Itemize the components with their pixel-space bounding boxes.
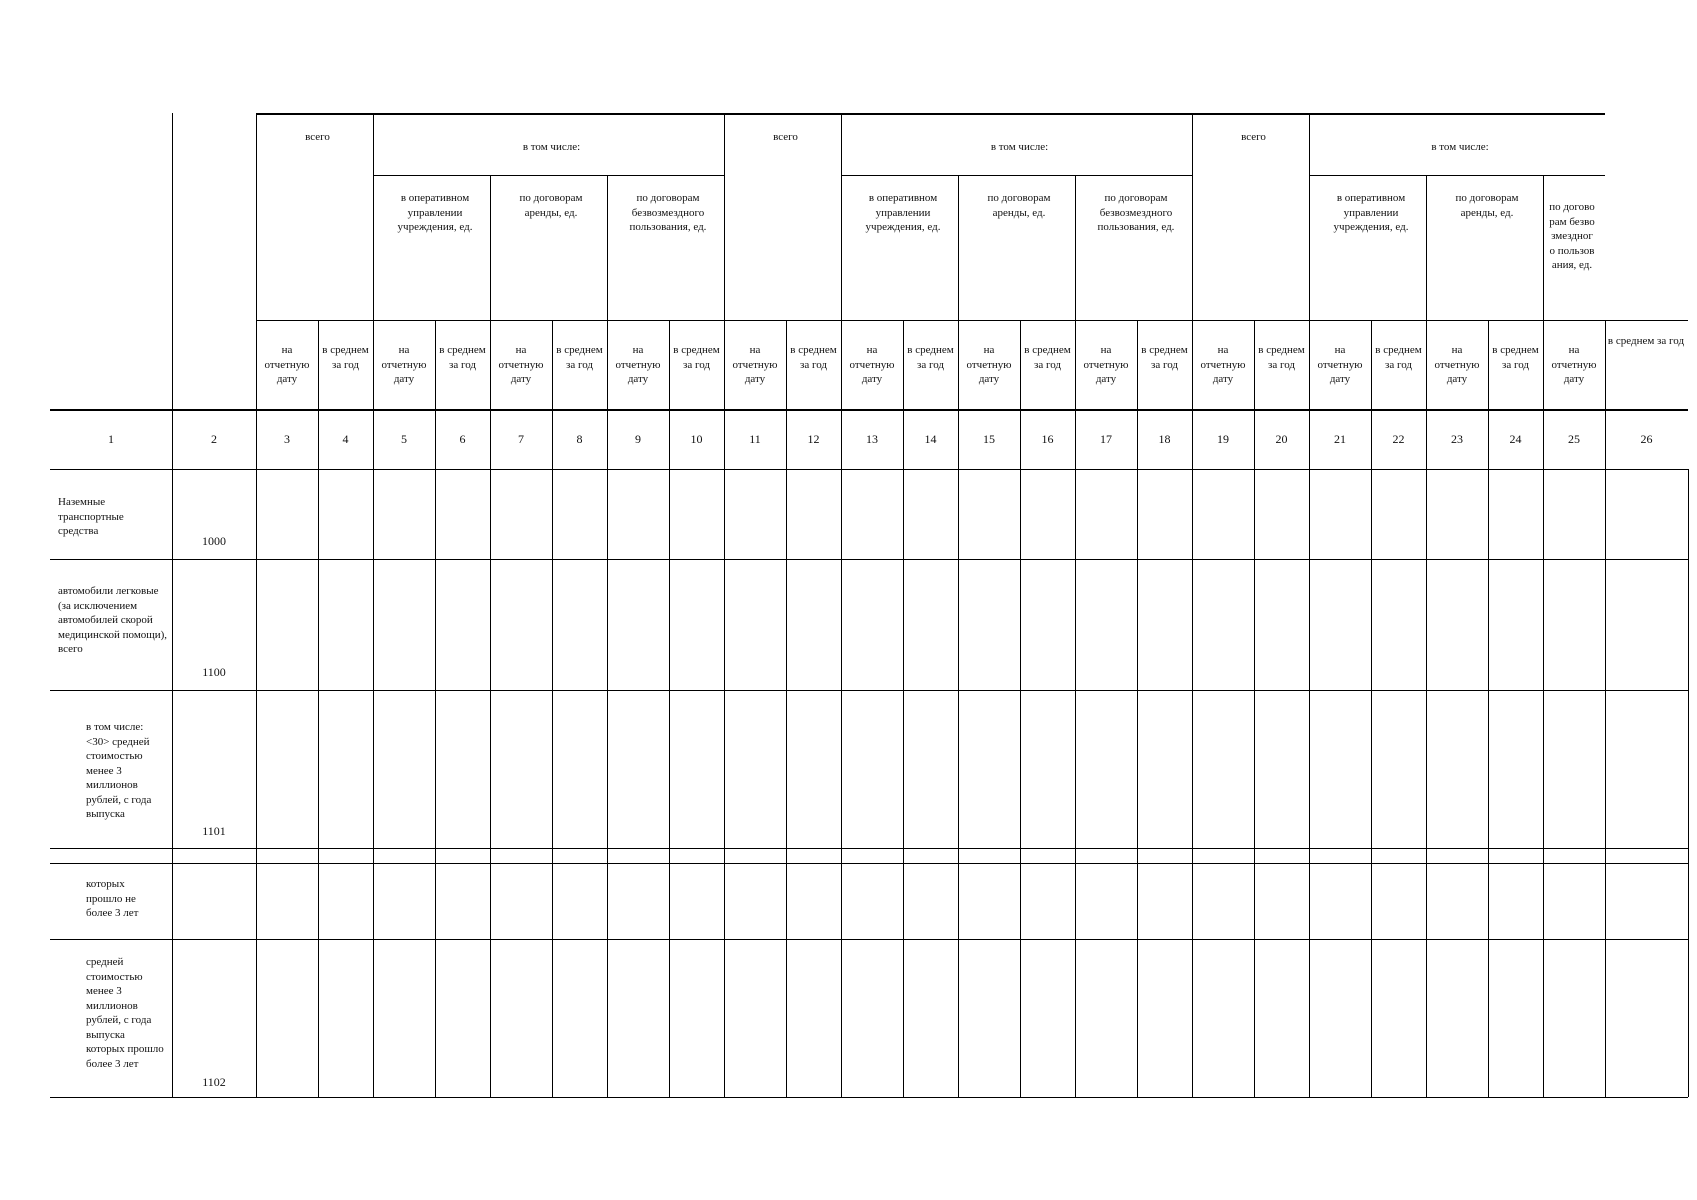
col-17-date-label: на отчетную дату bbox=[1083, 344, 1129, 385]
col-line bbox=[256, 113, 257, 1097]
col-12-avg-label: в среднем за год bbox=[790, 344, 837, 371]
col-number-1: 1 bbox=[108, 432, 114, 446]
col-9-date-label: на отчетную дату bbox=[615, 344, 661, 385]
col-line bbox=[958, 175, 959, 1097]
row-line bbox=[50, 469, 1688, 470]
col-line bbox=[1688, 469, 1689, 863]
header-sub-line bbox=[373, 175, 724, 176]
col-7-date-label: на отчетную дату bbox=[498, 344, 544, 385]
col-number-25: 25 bbox=[1568, 432, 1580, 446]
col-10-avg-label: в среднем за год bbox=[673, 344, 720, 371]
col-number-19: 19 bbox=[1217, 432, 1229, 446]
col-21-date-label: на отчетную дату bbox=[1317, 344, 1363, 385]
col-number-20: 20 bbox=[1275, 432, 1288, 446]
row-line bbox=[50, 559, 1688, 560]
col-number-17: 17 bbox=[1100, 432, 1112, 446]
col-22-avg-label: в среднем за год bbox=[1375, 344, 1422, 371]
header-bottom-line bbox=[50, 409, 1688, 411]
col-5-date-label: на отчетную дату bbox=[381, 344, 427, 385]
col-number-9: 9 bbox=[635, 432, 641, 446]
header-incl-g1: в том числе: bbox=[522, 141, 581, 153]
header-sub-lease-g3: по договорам аренды, ед. bbox=[1455, 192, 1519, 219]
col-line bbox=[1543, 175, 1544, 1097]
col-line bbox=[1192, 113, 1193, 1097]
col-19-date-label: на отчетную дату bbox=[1200, 344, 1246, 385]
col-number-22: 22 bbox=[1392, 432, 1405, 446]
col-number-6: 6 bbox=[459, 432, 466, 446]
col-11-date-label: на отчетную дату bbox=[732, 344, 778, 385]
row-label-1000: Наземные транспортные средства bbox=[58, 496, 124, 537]
col-number-3: 3 bbox=[284, 432, 290, 446]
col-number-16: 16 bbox=[1041, 432, 1054, 446]
col-26-avg-label: в среднем за год bbox=[1607, 335, 1685, 347]
col-8-avg-label: в среднем за год bbox=[556, 344, 603, 371]
col-16-avg-label: в среднем за год bbox=[1024, 344, 1071, 371]
header-sub-operative-g2: в оперативном управлении учреждения, ед. bbox=[865, 192, 941, 233]
col-line bbox=[490, 175, 491, 1097]
row-line bbox=[50, 848, 1688, 849]
header-total-g2: всего bbox=[773, 131, 798, 143]
col-line bbox=[1688, 863, 1689, 1097]
row-code-1000: 1000 bbox=[202, 534, 226, 548]
row-label-1102: средней стоимостью менее 3 миллионов рублей, с года выпуска которых прошло более 3 лет bbox=[86, 956, 164, 1070]
col-number-2: 2 bbox=[211, 432, 217, 446]
col-number-15: 15 bbox=[983, 432, 995, 446]
header-total-g1: всего bbox=[305, 131, 330, 143]
row-code-1101: 1101 bbox=[202, 824, 226, 838]
col-line bbox=[841, 113, 842, 1097]
col-number-4: 4 bbox=[342, 432, 349, 446]
row-line bbox=[50, 863, 1688, 864]
col-number-24: 24 bbox=[1509, 432, 1522, 446]
col-4-avg-label: в среднем за год bbox=[322, 344, 369, 371]
col-number-14: 14 bbox=[924, 432, 937, 446]
row-line bbox=[50, 690, 1688, 691]
row-label-1100: автомобили легковые (за исключением автомобилей скорой медицинской помощи), всего bbox=[58, 585, 168, 655]
col-14-avg-label: в среднем за год bbox=[907, 344, 954, 371]
header-sub-lease-g2: по договорам аренды, ед. bbox=[987, 192, 1051, 219]
row-line bbox=[50, 939, 1688, 940]
col-number-21: 21 bbox=[1334, 432, 1346, 446]
row-code-1102: 1102 bbox=[202, 1075, 226, 1089]
header-sub-free-g3: по договорам безвозмездного пользования, ед. bbox=[1549, 201, 1595, 271]
col-number-7: 7 bbox=[518, 432, 524, 446]
header-sub-line bbox=[1309, 175, 1605, 176]
header-sub-line bbox=[841, 175, 1192, 176]
header-sub-free-g2: по договорам безвозмездного пользования, ед. bbox=[1097, 192, 1175, 233]
header-sub-free-g1: по договорам безвозмездного пользования, ед. bbox=[629, 192, 707, 233]
header-sub-operative-g3: в оперативном управлении учреждения, ед. bbox=[1333, 192, 1409, 233]
col-number-12: 12 bbox=[807, 432, 820, 446]
col-number-18: 18 bbox=[1158, 432, 1171, 446]
col-line bbox=[1426, 175, 1427, 1097]
header-sub-operative-g1: в оперативном управлении учреждения, ед. bbox=[397, 192, 473, 233]
row-label-1101: в том числе: <30> средней стоимостью менее 3 миллионов рублей, с года выпуска bbox=[86, 721, 152, 820]
col-line bbox=[724, 113, 725, 1097]
row-label-cont: которых прошло не более 3 лет bbox=[86, 878, 139, 919]
col-number-23: 23 bbox=[1451, 432, 1463, 446]
header-incl-g3: в том числе: bbox=[1431, 141, 1489, 153]
header-top-line bbox=[256, 113, 1605, 115]
row-line bbox=[50, 1097, 1688, 1098]
col-20-avg-label: в среднем за год bbox=[1258, 344, 1305, 371]
col-24-avg-label: в среднем за год bbox=[1492, 344, 1539, 371]
col-number-13: 13 bbox=[866, 432, 878, 446]
col-23-date-label: на отчетную дату bbox=[1434, 344, 1480, 385]
col-line bbox=[607, 175, 608, 1097]
col-3-date-label: на отчетную дату bbox=[264, 344, 310, 385]
col-line bbox=[1309, 113, 1310, 1097]
row-code-1100: 1100 bbox=[202, 665, 226, 679]
col-18-avg-label: в среднем за год bbox=[1141, 344, 1188, 371]
col-line bbox=[373, 113, 374, 1097]
col-number-8: 8 bbox=[576, 432, 583, 446]
col-6-avg-label: в среднем за год bbox=[439, 344, 486, 371]
header-incl-g2: в том числе: bbox=[990, 141, 1049, 153]
header-total-g3: всего bbox=[1241, 131, 1266, 143]
col-13-date-label: на отчетную дату bbox=[849, 344, 895, 385]
col-line bbox=[172, 113, 173, 1097]
col-25-date-label: на отчетную дату bbox=[1551, 344, 1597, 385]
col-number-26: 26 bbox=[1640, 432, 1653, 446]
col-line bbox=[1075, 175, 1076, 1097]
header-sub-lease-g1: по договорам аренды, ед. bbox=[519, 192, 583, 219]
col-number-5: 5 bbox=[401, 432, 407, 446]
col-15-date-label: на отчетную дату bbox=[966, 344, 1012, 385]
header-sub2-line bbox=[256, 320, 1688, 321]
col-number-10: 10 bbox=[690, 432, 703, 446]
col-number-11: 11 bbox=[749, 432, 761, 446]
